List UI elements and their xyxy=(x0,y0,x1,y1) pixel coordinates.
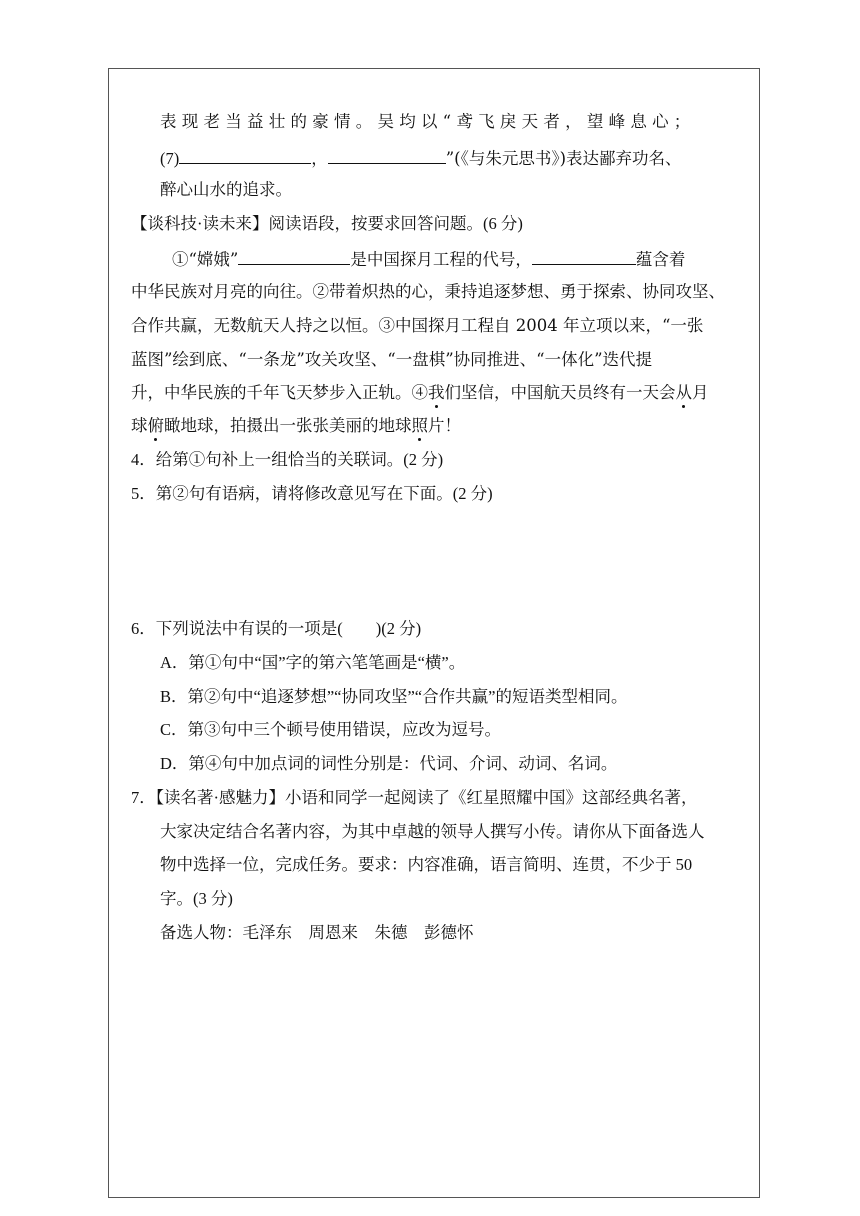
option-b[interactable]: B．第②句中“追逐梦想”“协同攻坚”“合作共赢”的短语类型相同。 xyxy=(160,687,628,706)
source-title: 《与朱元思书》 xyxy=(460,149,560,168)
passage-line-4: 蓝图”绘到底、“一条龙”攻关攻坚、“一盘棋”协同推进、“一体化”迭代提 xyxy=(131,350,653,369)
question-6: 6．下列说法中有误的一项是( )(2 分) xyxy=(131,619,422,638)
question-5: 5．第②句有语病，请将修改意见写在下面。(2 分) xyxy=(131,484,493,503)
passage-text: ①“嫦娥” xyxy=(172,250,239,269)
dotted-word-3: 俯 xyxy=(147,416,164,435)
dotted-word-4: 照 xyxy=(411,416,428,435)
question-7-line-4: 字。(3 分) xyxy=(160,889,233,908)
comma: ， xyxy=(311,149,328,168)
answer-area-7[interactable] xyxy=(131,955,731,1175)
option-d[interactable]: D．第④句中加点词的词性分别是：代词、介词、动词、名词。 xyxy=(160,754,618,773)
answer-blank-7a[interactable] xyxy=(179,145,311,164)
passage-text: 片！ xyxy=(428,416,461,435)
closing-quote: ”( xyxy=(445,149,461,168)
passage-text: 们坚信，中国航天员终有一天会 xyxy=(444,383,676,402)
answer-blank-4b[interactable] xyxy=(532,246,636,265)
passage-line-6 xyxy=(131,414,461,438)
dotted-word-2: 从 xyxy=(675,383,692,402)
poem-line-1: 表 现 老 当 益 壮 的 豪 情 。 吴 均 以 “ 鸢 飞 戾 天 者 ， 望 峰 息 心 ； xyxy=(160,112,691,131)
option-a[interactable]: A．第①句中“国”字的第六笔笔画是“横”。 xyxy=(160,653,466,672)
question-4: 4．给第①句补上一组恰当的关联词。(2 分) xyxy=(131,450,444,469)
candidate-list: 备选人物：毛泽东 周恩来 朱德 彭德怀 xyxy=(160,923,474,942)
section-heading-tech: 【谈科技·读未来】阅读语段，按要求回答问题。(6 分) xyxy=(131,214,523,233)
passage-line-2: 中华民族对月亮的向往。②带着炽热的心，秉持追逐梦想、勇于探索、协同攻坚、 xyxy=(131,282,725,301)
passage-line-5 xyxy=(131,381,709,405)
question-7-line-2: 大家决定结合名著内容，为其中卓越的领导人撰写小传。请你从下面备选人 xyxy=(160,822,705,841)
passage-text: 月 xyxy=(692,383,709,402)
passage-text: 球 xyxy=(131,416,148,435)
dotted-word-1: 我 xyxy=(428,383,445,402)
passage-text: 升，中华民族的千年飞天梦步入正轨。④ xyxy=(131,383,428,402)
question-7-line-1: 7．【读名著·感魅力】小语和同学一起阅读了《红星照耀中国》这部经典名著， xyxy=(131,788,698,807)
answer-blank-7b[interactable] xyxy=(328,145,446,164)
question-number-7: (7) xyxy=(160,149,180,168)
poem-line-2-tail: )表达鄙弃功名、 xyxy=(559,149,682,168)
answer-blank-4a[interactable] xyxy=(238,246,350,265)
passage-text: 是中国探月工程的代号， xyxy=(350,250,532,269)
poem-line-3: 醉心山水的追求。 xyxy=(160,180,292,199)
passage-line-3: 合作共赢，无数航天人持之以恒。③中国探月工程自 2004 年立项以来，“一张 xyxy=(131,316,704,335)
passage-text: 瞰地球，拍摄出一张张美丽的地球 xyxy=(164,416,412,435)
question-7-line-3: 物中选择一位，完成任务。要求：内容准确，语言简明、连贯，不少于 50 xyxy=(160,855,693,874)
passage-text: 蕴含着 xyxy=(635,250,686,269)
option-c[interactable]: C．第③句中三个顿号使用错误，应改为逗号。 xyxy=(160,720,502,739)
answer-area-5[interactable] xyxy=(131,514,731,606)
poem-line-2 xyxy=(160,145,682,171)
passage-line-1 xyxy=(172,246,685,272)
